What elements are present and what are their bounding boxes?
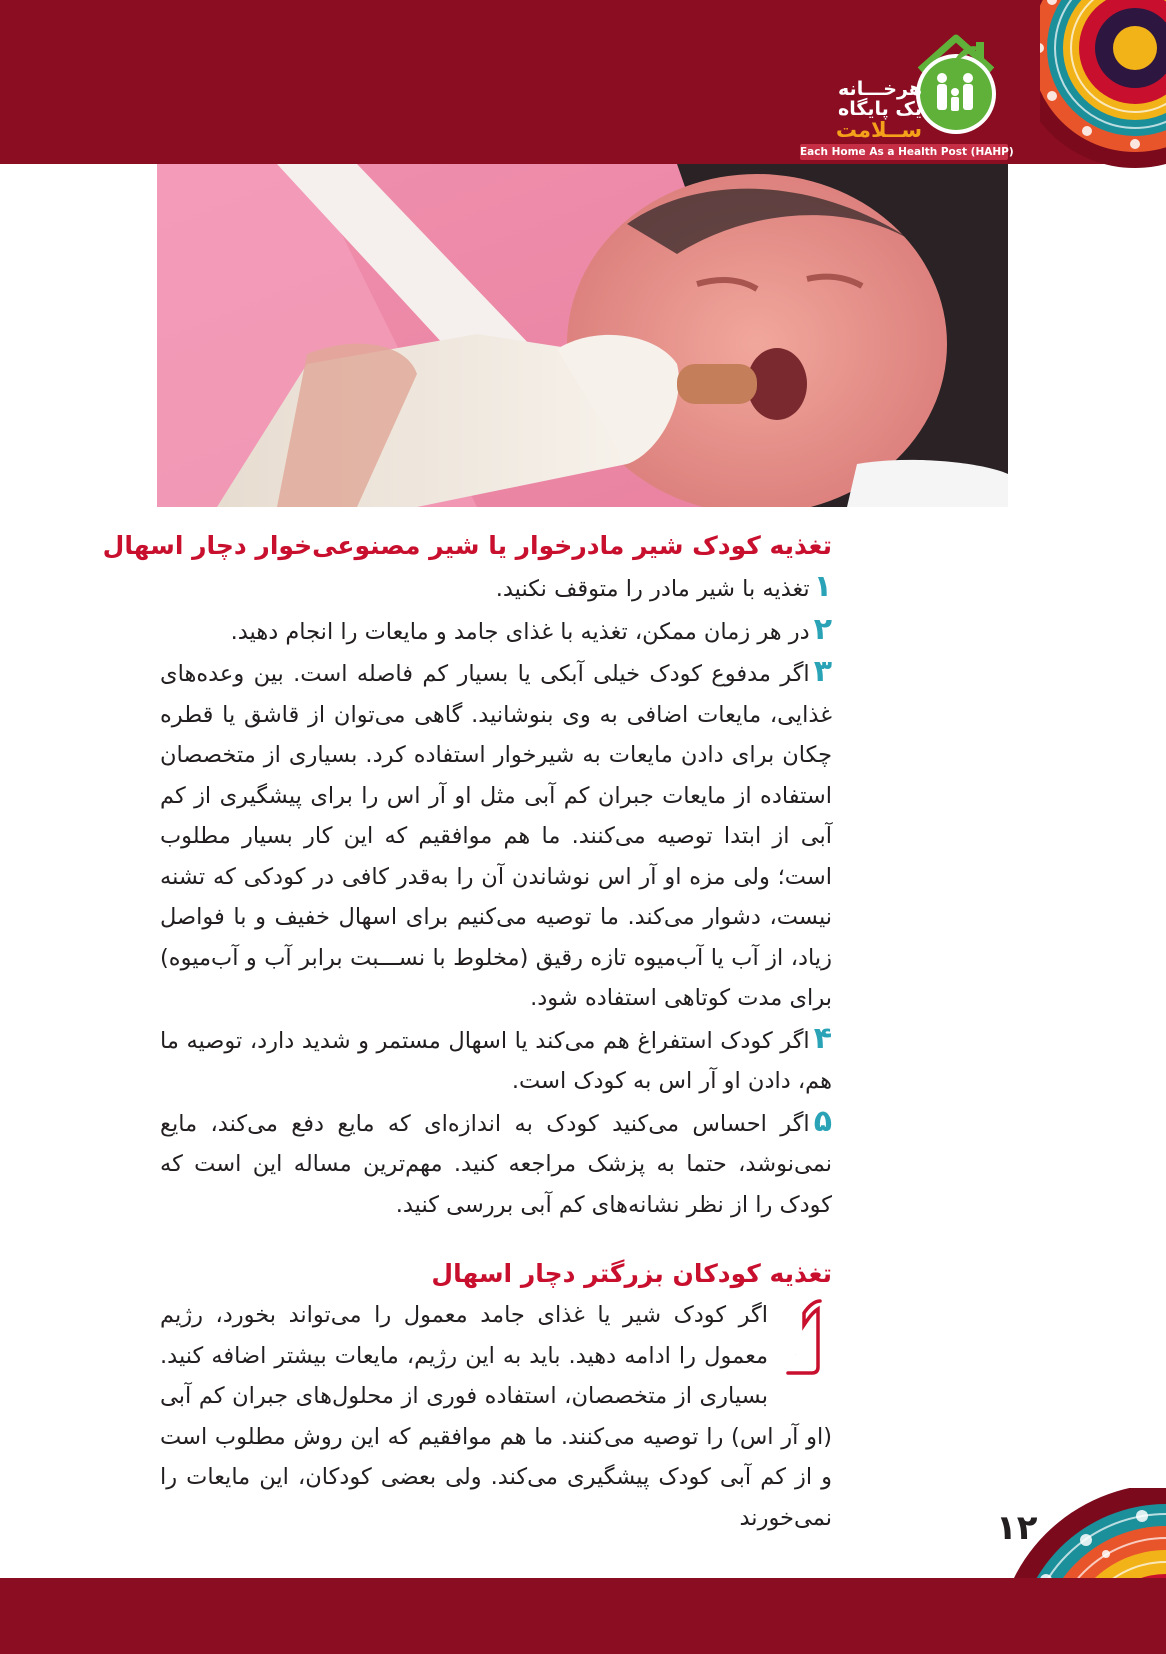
article-body [102,525,832,1538]
section-title-older-children: تغذیه کودکان بزرگتر دچار اسهال [431,1259,832,1288]
logo-line-2: یک پایگاه [837,98,922,120]
list-item [160,652,832,1019]
item-text: تغذیه با شیر مادر را متوقف نکنید. [495,576,810,602]
section2-paragraph [160,1295,832,1538]
mandala-ornament-top [1040,0,1166,178]
page-number: ۱۲ [996,1508,1038,1548]
item-number: ۳ [813,654,832,689]
logo-line-1: هرخـــانه [838,78,922,100]
item-number: ۱ [813,569,832,604]
section-gap [160,1225,832,1253]
item-text: اگر کودک استفراغ هم می‌کند یا اسهال مستمر و شدید دارد، توصیه ما هم، دادن او آر اس به کودک است. [160,1027,832,1094]
dropcap-number [774,1295,832,1379]
logo-line-3: ســلامت [835,118,922,142]
list-item [160,1102,832,1226]
item-text: در هر زمان ممکن، تغذیه با غذای جامد و مایعات را انجام دهید. [230,618,810,645]
item-number: ۵ [813,1103,832,1139]
item-text: اگر مدفوع کودک خیلی آبکی یا بسیار کم فاصله است. بین وعده‌های غذایی، مایعات اضافی به وی بنوشانید. گاهی می‌توان از قاشق یا قطره چکان برای دادن مایعات به شیرخوار استفاده کرد. بسیاری از متخصصان استفاده از مایعات جبران کم آبی مثل او آر اس را برای پیشگیری از کم آبی از ابتدا توصیه می‌کنند. ما هم موافقیم که این کار بسیار مطلوب است؛ ولی مزه او آر اس نوشاندن آن را به‌قدر کافی در کودکی که تشنه نیست، دشوار می‌کند. ما توصیه می‌کنیم برای اسهال خفیف و با فواصل زیاد، از آب یا آب‌میوه تازه رقیق (مخلوط با نســـبت برابر آب و آب‌میوه) برای مدت کوتاهی استفاده شود. [160,661,832,1011]
hahp-logo [792,30,1014,160]
section2-text: اگر کودک شیر یا غذای جامد معمول را می‌تواند بخورد، رژیم معمول را ادامه دهید. باید به این رژیم، مایعات بیشتر اضافه کنید. بسیاری از متخصصان، استفاده فوری از محلول‌های جبران کم آبی (او آر اس) را توصیه می‌کنند. ما هم موافقیم که این روش مطلوب است و از کم آبی کودک پیشگیری می‌کند. ولی بعضی کودکان، این مایعات را نمی‌خورند [160,1302,832,1531]
dropcap-glyph: ۱ [795,1355,796,1356]
list-item [160,610,832,653]
item-text: اگر احساس می‌کنید کودک به اندازه‌ای که مایع دفع می‌کند، مایع نمی‌نوشد، حتما به پزشک مراجعه کنید. مهم‌ترین مساله این است که کودک را از نظر نشانه‌های کم آبی بررسی کنید. [160,1110,832,1218]
list-item [160,1019,832,1102]
baby-bottle-feeding-photo [157,164,1008,507]
section-title-infant-feeding: تغذیه کودک شیر مادرخوار یا شیر مصنوعی‌خوار دچار اسهال [102,531,832,560]
item-number: ۴ [813,1020,832,1056]
logo-english-tagline: Each Home As a Health Post (HAHP) [800,146,1014,158]
item-number: ۲ [813,611,832,647]
footer-band [0,1578,1166,1654]
list-item [160,567,832,610]
